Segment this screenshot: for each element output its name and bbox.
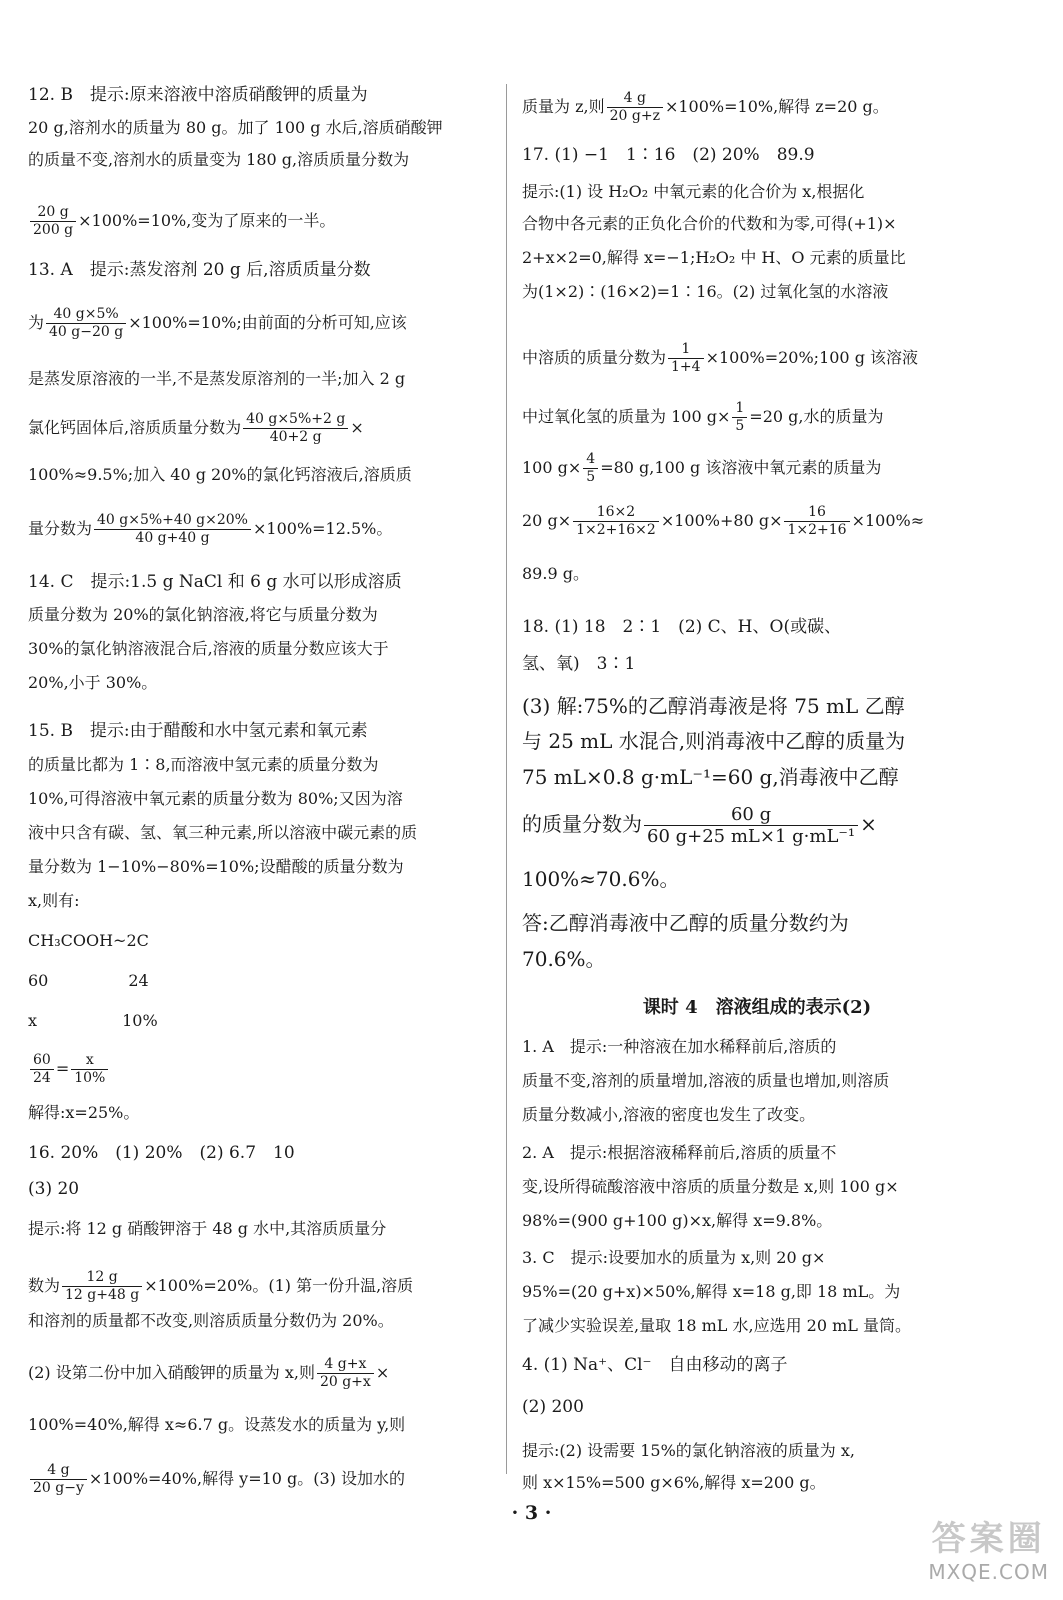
fraction — [573, 504, 659, 539]
text-line — [522, 563, 589, 585]
numerator: 16×2 — [573, 504, 659, 522]
text-line — [28, 720, 368, 742]
text-line — [28, 149, 409, 171]
line-text: 4. (1) Na⁺、Cl⁻ 自由移动的离子 — [522, 1355, 788, 1375]
text-line — [28, 604, 378, 626]
line-text: 2+x×2=0,解得 x=−1;H₂O₂ 中 H、O 元素的质量比 — [522, 248, 906, 267]
denominator: 1+4 — [671, 359, 701, 375]
denominator: 24 — [33, 1070, 51, 1086]
line-text: 中溶质的质量分数为 — [522, 348, 667, 367]
text-line — [28, 856, 404, 878]
text-line — [522, 213, 897, 235]
line-text: 100%=40%,解得 x≈6.7 g。设蒸发水的质量为 y,则 — [28, 1415, 406, 1434]
text-line — [28, 890, 80, 912]
line-text: 98%=(900 g+100 g)×x,解得 x=9.8%。 — [522, 1211, 833, 1230]
line-text: 合物中各元素的正负化合价的代数和为零,可得(+1)× — [522, 214, 897, 233]
numerator: 4 g+x — [317, 1356, 374, 1374]
text-line — [522, 910, 849, 936]
fraction — [30, 1462, 87, 1497]
line-text: ×100%+80 g× — [660, 511, 783, 530]
line-text: 了减少实验误差,量取 18 mL 水,应选用 20 mL 量筒。 — [522, 1316, 912, 1335]
text-line — [522, 181, 864, 203]
line-text: ×100%=10%,变为了原来的一半。 — [78, 211, 336, 230]
line-text: 质量分数减小,溶液的密度也发生了改变。 — [522, 1105, 816, 1124]
line-text: ×100%≈ — [851, 511, 925, 530]
denominator: 20 g−y — [33, 1480, 84, 1496]
line-text: 14. C 提示:1.5 g NaCl 和 6 g 水可以形成溶质 — [28, 572, 402, 592]
line-text: ×100%=20%;100 g 该溶液 — [705, 348, 919, 367]
line-text: 质量不变,溶剂的质量增加,溶液的质量也增加,则溶质 — [522, 1071, 890, 1090]
line-text: 提示:将 12 g 硝酸钾溶于 48 g 水中,其溶质质量分 — [28, 1219, 387, 1238]
line-text: 20 g,溶剂水的质量为 80 g。加了 100 g 水后,溶质硝酸钾 — [28, 118, 443, 137]
line-text: 为 — [28, 313, 45, 332]
line-text: 答:乙醇消毒液中乙醇的质量分数约为 — [522, 911, 849, 935]
numerator: 1 — [732, 400, 747, 418]
text-line — [522, 866, 679, 892]
text-line — [28, 368, 405, 390]
line-text: 课时 4 溶液组成的表示(2) — [642, 997, 872, 1018]
numerator: 4 — [583, 451, 598, 469]
line-text: 75 mL×0.8 g·mL⁻¹=60 g,消毒液中乙醇 — [522, 765, 899, 789]
text-line — [522, 1281, 900, 1303]
text-line — [522, 1070, 889, 1092]
fraction — [30, 204, 76, 239]
text-line — [522, 281, 888, 303]
fraction — [94, 512, 251, 547]
line-text: 氢、氧) 3∶1 — [522, 654, 636, 674]
text-line — [28, 204, 335, 239]
line-text: 量分数为 — [28, 519, 93, 538]
text-line — [28, 512, 392, 547]
text-line — [522, 1176, 899, 1198]
line-text: 量分数为 1−10%−80%=10%;设醋酸的质量分数为 — [28, 857, 404, 876]
line-text: 100%≈9.5%;加入 40 g 20%的氯化钙溶液后,溶质质 — [28, 465, 412, 484]
fraction — [317, 1356, 374, 1391]
text-line — [28, 571, 402, 593]
line-text: 中过氧化氢的质量为 100 g× — [522, 407, 731, 426]
line-text: 13. A 提示:蒸发溶剂 20 g 后,溶质质量分数 — [28, 260, 371, 280]
page-number: · 3 · — [511, 1502, 552, 1524]
line-text: ×100%=10%,解得 z=20 g。 — [664, 97, 889, 116]
text-line — [522, 728, 905, 754]
line-text: CH₃COOH~2C — [28, 931, 149, 950]
line-text: ×100%=20%。(1) 第一份升温,溶质 — [144, 1276, 414, 1295]
line-text: ×100%=10%;由前面的分析可知,应该 — [128, 313, 407, 332]
line-text: 100%≈70.6%。 — [522, 867, 680, 891]
line-text: 17. (1) −1 1∶16 (2) 20% 89.9 — [522, 145, 815, 165]
text-line — [522, 653, 635, 675]
watermark-logo: 答案圈 — [931, 1519, 1046, 1559]
numerator: 60 g — [644, 804, 858, 826]
text-line — [522, 1354, 788, 1376]
text-line — [28, 754, 379, 776]
fraction — [732, 400, 747, 435]
line-text: x,则有: — [28, 891, 80, 910]
text-line — [522, 90, 889, 125]
line-text: × — [375, 1363, 390, 1382]
line-text: 89.9 g。 — [522, 564, 589, 583]
line-text: 解得:x=25%。 — [28, 1103, 140, 1122]
line-text: 95%=(20 g+x)×50%,解得 x=18 g,即 18 mL。为 — [522, 1282, 901, 1301]
text-line — [28, 1102, 139, 1124]
text-line — [522, 504, 924, 539]
text-line — [28, 672, 157, 694]
line-text: 18. (1) 18 2∶1 (2) C、H、O(或碳、 — [522, 617, 842, 637]
numerator: 4 g — [607, 90, 663, 108]
line-text: (3) 20 — [28, 1179, 80, 1199]
text-line — [28, 1052, 110, 1087]
text-line — [28, 1218, 386, 1240]
numerator: 20 g — [30, 204, 76, 222]
text-line — [28, 970, 149, 992]
fraction — [607, 90, 663, 125]
text-line — [522, 1036, 836, 1058]
fraction — [46, 306, 126, 341]
text-line — [28, 117, 443, 139]
line-text: 100 g× — [522, 458, 582, 477]
numerator: x — [71, 1052, 108, 1070]
line-text: x 10% — [28, 1011, 158, 1030]
denominator: 40 g−20 g — [49, 324, 124, 340]
line-text: 2. A 提示:根据溶液稀释前后,溶质的质量不 — [522, 1143, 837, 1162]
numerator: 40 g×5%+2 g — [243, 411, 348, 429]
line-text: 3. C 提示:设要加水的质量为 x,则 20 g× — [522, 1248, 826, 1267]
text-line — [522, 1247, 825, 1269]
text-line — [28, 1269, 413, 1304]
text-line — [28, 1010, 158, 1032]
line-text: 1. A 提示:一种溶液在加水稀释前后,溶质的 — [522, 1037, 837, 1056]
text-line — [522, 764, 899, 790]
watermark-url: MXQE.COM — [928, 1560, 1049, 1584]
line-text: 的质量不变,溶剂水的质量变为 180 g,溶质质量分数为 — [28, 150, 410, 169]
line-text: 变,设所得硫酸溶液中溶质的质量分数是 x,则 100 g× — [522, 1177, 899, 1196]
line-text: ×100%=40%,解得 y=10 g。(3) 设加水的 — [88, 1469, 406, 1488]
text-line — [28, 411, 364, 446]
text-line — [28, 1462, 405, 1497]
text-line — [28, 930, 149, 952]
line-text: 10%,可得溶液中氧元素的质量分数为 80%;又因为溶 — [28, 789, 403, 808]
text-line — [522, 400, 883, 435]
fraction — [243, 411, 348, 446]
line-text: × — [350, 418, 364, 437]
line-text: 20%,小于 30%。 — [28, 673, 158, 692]
text-line — [522, 247, 906, 269]
line-text: 质量分数为 20%的氯化钠溶液,将它与质量分数为 — [28, 605, 378, 624]
text-line — [522, 1142, 836, 1164]
denominator: 5 — [735, 418, 745, 434]
line-text: 则 x×15%=500 g×6%,解得 x=200 g。 — [522, 1473, 826, 1492]
line-text: 数为 — [28, 1276, 61, 1295]
text-line — [522, 144, 815, 166]
line-text: =20 g,水的质量为 — [749, 407, 884, 426]
numerator: 40 g×5% — [46, 306, 126, 324]
text-line — [522, 1440, 855, 1462]
line-text: 的质量比都为 1∶8,而溶液中氢元素的质量分数为 — [28, 755, 379, 774]
line-text: 是蒸发原溶液的一半,不是蒸发原溶剂的一半;加入 2 g — [28, 369, 406, 388]
line-text: = — [55, 1059, 70, 1078]
line-text: 与 25 mL 水混合,则消毒液中乙醇的质量为 — [522, 729, 906, 753]
text-line — [522, 693, 905, 719]
text-line — [522, 451, 881, 486]
fraction — [583, 451, 598, 486]
text-line — [28, 84, 368, 106]
numerator: 40 g×5%+40 g×20% — [94, 512, 251, 530]
line-text: 12. B 提示:原来溶液中溶质硝酸钾的质量为 — [28, 85, 368, 105]
line-text: × — [860, 812, 877, 836]
line-text: 16. 20% (1) 20% (2) 6.7 10 — [28, 1143, 295, 1163]
line-text: (2) 200 — [522, 1397, 584, 1417]
text-line — [28, 464, 412, 486]
text-line — [28, 822, 417, 844]
denominator: 60 g+25 mL×1 g·mL⁻¹ — [647, 826, 856, 847]
line-text: 60 24 — [28, 971, 149, 990]
text-line — [28, 259, 371, 281]
column-divider — [506, 84, 507, 1474]
line-text: 的质量分数为 — [522, 812, 642, 836]
text-line — [28, 1356, 389, 1391]
numerator: 4 g — [30, 1462, 87, 1480]
line-text: 质量为 z,则 — [522, 97, 605, 116]
text-line — [28, 1142, 295, 1164]
line-text: 70.6%。 — [522, 947, 606, 971]
denominator: 200 g — [33, 222, 74, 238]
text-line — [522, 1210, 832, 1232]
line-text: 提示:(1) 设 H₂O₂ 中氧元素的化合价为 x,根据化 — [522, 182, 865, 201]
line-text: 液中只含有碳、氢、氧三种元素,所以溶液中碳元素的质 — [28, 823, 418, 842]
watermark — [928, 1511, 1049, 1584]
numerator: 1 — [668, 341, 704, 359]
numerator: 16 — [784, 504, 849, 522]
line-text: 为(1×2)∶(16×2)=1∶16。(2) 过氧化氢的水溶液 — [522, 282, 889, 301]
text-line — [522, 1472, 826, 1494]
line-text: 氯化钙固体后,溶质质量分数为 — [28, 418, 242, 437]
line-text: (3) 解:75%的乙醇消毒液是将 75 mL 乙醇 — [522, 694, 905, 718]
text-line — [522, 946, 606, 972]
numerator: 60 — [30, 1052, 54, 1070]
denominator: 12 g+48 g — [65, 1287, 140, 1303]
numerator: 12 g — [62, 1269, 142, 1287]
denominator: 40+2 g — [269, 429, 322, 445]
denominator: 5 — [586, 469, 596, 485]
denominator: 20 g+x — [319, 1374, 371, 1390]
fraction — [784, 504, 849, 539]
fraction — [668, 341, 704, 376]
line-text: 20 g× — [522, 511, 572, 530]
fraction — [62, 1269, 142, 1304]
fraction — [30, 1052, 54, 1087]
denominator: 10% — [74, 1070, 106, 1086]
fraction — [644, 804, 858, 847]
text-line — [522, 804, 877, 847]
line-text: 30%的氯化钠溶液混合后,溶液的质量分数应该大于 — [28, 639, 389, 658]
text-line — [28, 306, 407, 341]
denominator: 1×2+16 — [787, 522, 847, 538]
line-text: 15. B 提示:由于醋酸和水中氢元素和氧元素 — [28, 721, 368, 741]
denominator: 40 g+40 g — [135, 530, 210, 546]
line-text: =80 g,100 g 该溶液中氧元素的质量为 — [600, 458, 882, 477]
text-line — [522, 1396, 584, 1418]
text-line — [522, 1104, 815, 1126]
line-text: 提示:(2) 设需要 15%的氯化钠溶液的质量为 x, — [522, 1441, 855, 1460]
text-line — [28, 1414, 405, 1436]
line-text: (2) 设第二份中加入硝酸钾的质量为 x,则 — [28, 1363, 315, 1382]
text-line — [522, 1315, 911, 1337]
fraction — [71, 1052, 108, 1087]
text-line — [28, 638, 389, 660]
denominator: 1×2+16×2 — [576, 522, 656, 538]
denominator: 20 g+z — [609, 108, 660, 124]
section-heading — [522, 996, 992, 1020]
text-line — [28, 1178, 79, 1200]
line-text: ×100%=12.5%。 — [253, 519, 393, 538]
line-text: 和溶剂的质量都不改变,则溶质质量分数仍为 20%。 — [28, 1311, 394, 1330]
text-line — [522, 616, 841, 638]
text-line — [28, 1310, 394, 1332]
text-line — [522, 341, 918, 376]
text-line — [28, 788, 403, 810]
